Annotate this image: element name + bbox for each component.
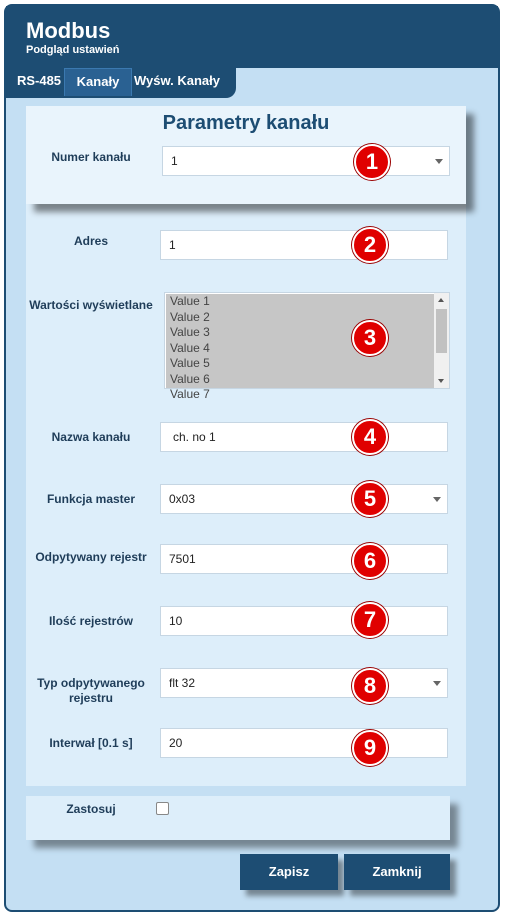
channel-name-label: Nazwa kanału <box>51 430 131 444</box>
register-count-label: Ilość rejestrów <box>48 614 134 628</box>
displayed-values-label: Wartości wyświetlane <box>29 298 153 312</box>
scroll-up-icon[interactable] <box>438 298 444 302</box>
marker-7: 7 <box>352 602 388 638</box>
channel-number-box <box>26 106 466 204</box>
marker-9: 9 <box>352 730 388 766</box>
listbox-scrollbar[interactable] <box>434 293 449 388</box>
interval-input[interactable]: 20 <box>160 728 448 758</box>
queried-register-label: Odpytywany rejestr <box>35 550 147 564</box>
tab-bar <box>6 68 236 98</box>
app-subtitle: Podgląd ustawień <box>26 44 120 56</box>
section-title: Parametry kanału <box>162 112 330 134</box>
channel-number-label: Numer kanału <box>51 150 131 164</box>
marker-5: 5 <box>352 481 388 517</box>
apply-checkbox[interactable] <box>156 802 169 815</box>
displayed-values-items <box>166 294 434 401</box>
save-button[interactable]: Zapisz <box>240 854 338 890</box>
modbus-window <box>4 4 500 912</box>
channel-parameters-panel <box>26 106 466 786</box>
close-button[interactable]: Zamknij <box>344 854 450 890</box>
register-type-select[interactable]: flt 32 <box>160 668 448 698</box>
address-label: Adres <box>73 234 108 248</box>
scroll-down-icon[interactable] <box>438 379 444 383</box>
register-type-label: Typ odpytywanego rejestru <box>37 676 145 705</box>
interval-label: Interwał [0.1 s] <box>49 736 133 750</box>
list-item[interactable]: Value 3 <box>170 325 210 339</box>
tab-wysw-kanaly[interactable]: Wyśw. Kanały <box>134 73 220 88</box>
marker-6: 6 <box>352 543 388 579</box>
marker-1: 1 <box>354 144 390 180</box>
channel-name-input[interactable]: ch. no 1 <box>160 422 448 452</box>
list-item[interactable]: Value 6 <box>170 371 210 386</box>
list-item[interactable]: Value 5 <box>170 356 210 370</box>
scroll-thumb[interactable] <box>436 309 447 353</box>
list-item[interactable]: Value 7 <box>170 387 210 401</box>
queried-register-input[interactable]: 7501 <box>160 544 448 574</box>
tab-kanaly[interactable]: Kanały <box>64 68 132 96</box>
marker-4: 4 <box>352 419 388 455</box>
register-count-input[interactable]: 10 <box>160 606 448 636</box>
marker-3: 3 <box>352 320 388 356</box>
marker-2: 2 <box>352 227 388 263</box>
address-input[interactable]: 1 <box>160 230 448 260</box>
master-function-select[interactable]: 0x03 <box>160 484 448 514</box>
master-function-label: Funkcja master <box>46 492 136 506</box>
tab-rs485[interactable]: RS-485 <box>16 73 62 88</box>
marker-8: 8 <box>352 668 388 704</box>
displayed-values-listbox[interactable] <box>164 292 450 401</box>
header <box>6 6 498 68</box>
list-item[interactable]: Value 4 <box>170 340 210 355</box>
list-item[interactable]: Value 2 <box>170 309 210 324</box>
app-title: Modbus <box>26 18 111 43</box>
apply-box <box>26 796 450 840</box>
list-item[interactable]: Value 1 <box>170 294 210 308</box>
apply-label: Zastosuj <box>66 802 116 816</box>
channel-number-select[interactable]: 1 <box>162 146 450 176</box>
